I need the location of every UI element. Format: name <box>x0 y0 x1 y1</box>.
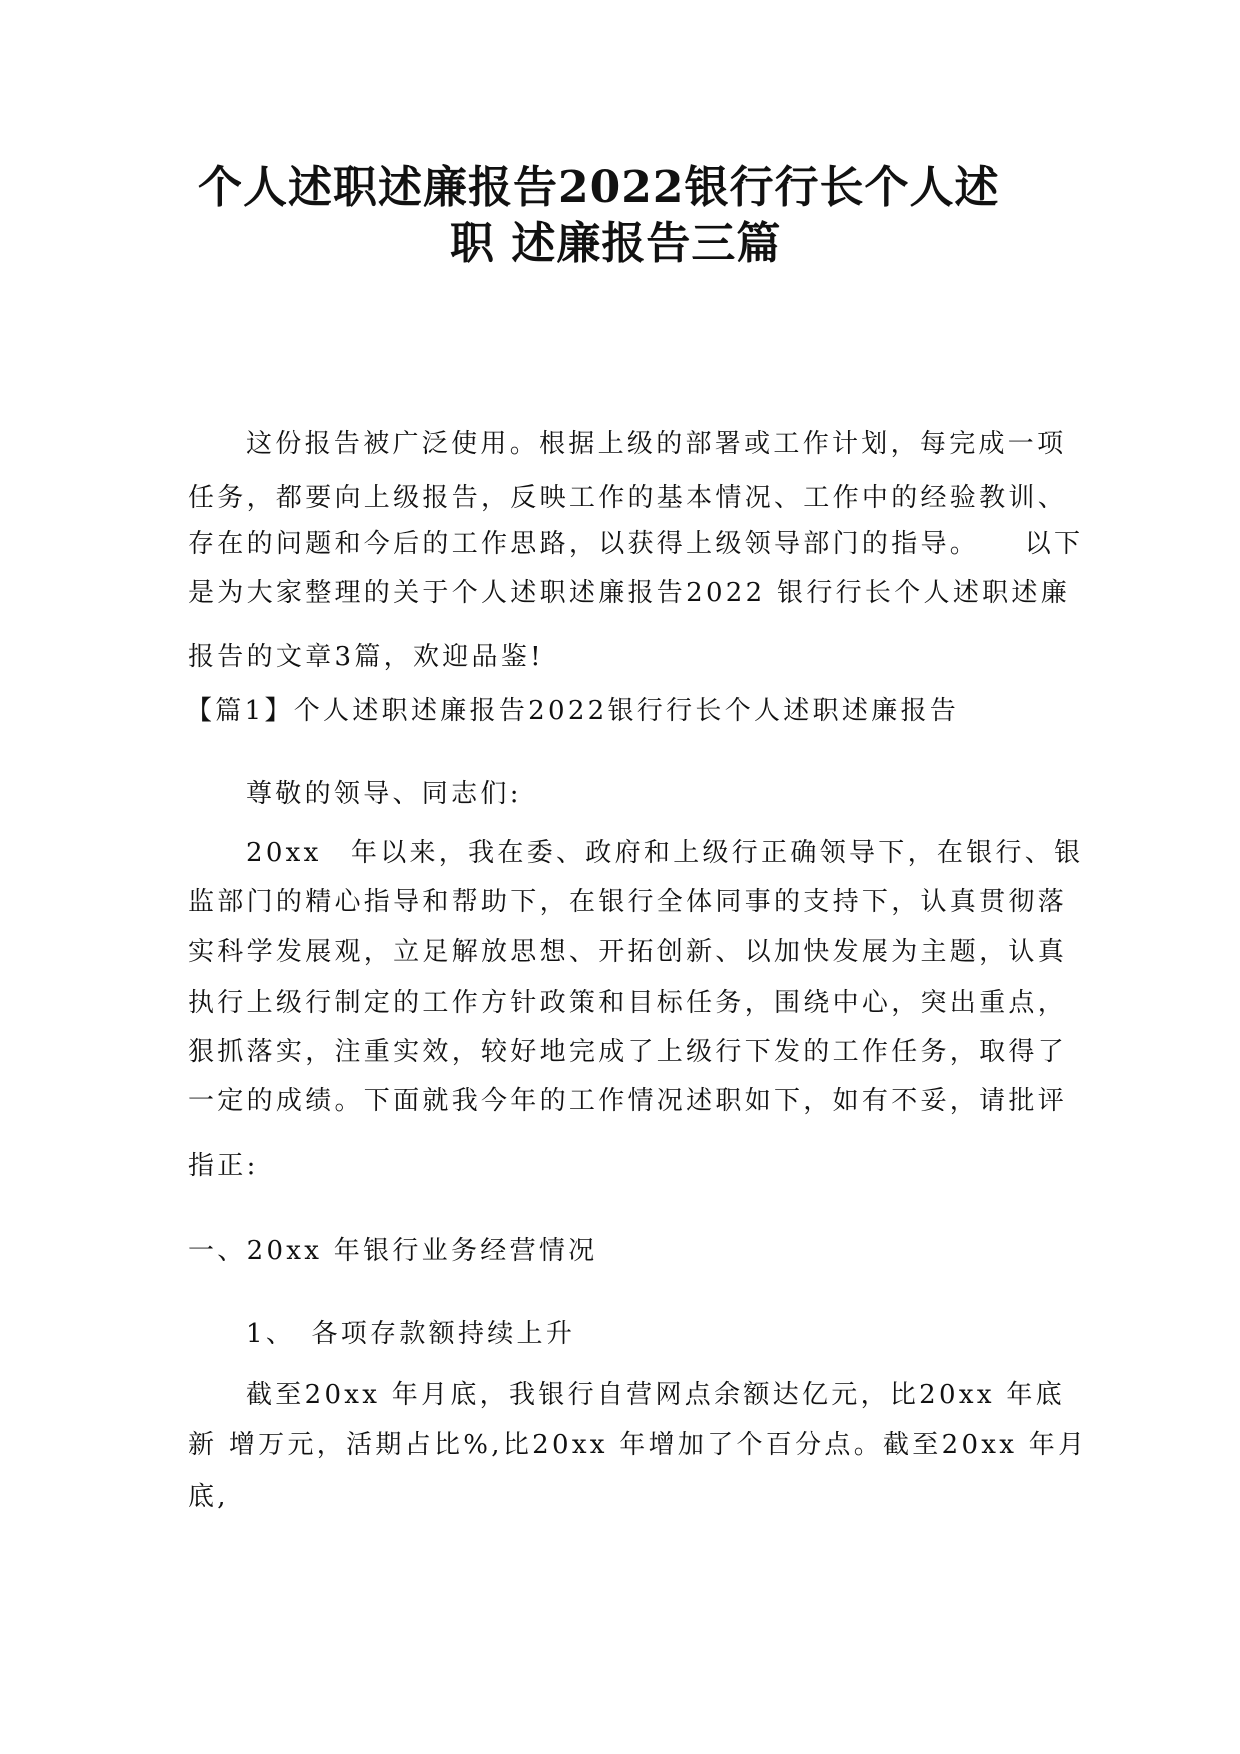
salutation: 尊敬的领导、同志们: <box>246 779 522 809</box>
para1-line: 狠抓落实，注重实效，较好地完成了上级行下发的工作任务，取得了 <box>188 1037 1068 1067</box>
para2-line: 新 增万元，活期占比%,比20xx 年增加了个百分点。截至20xx 年月 <box>188 1430 1088 1460</box>
subsection-heading: 1、 各项存款额持续上升 <box>246 1319 576 1349</box>
intro-line: 这份报告被广泛使用。根据上级的部署或工作计划，每完成一项 <box>246 429 1067 459</box>
para2-line: 底, <box>188 1482 229 1512</box>
para1-line: 执行上级行制定的工作方针政策和目标任务，围绕中心，突出重点， <box>188 988 1068 1018</box>
para1-line: 20xx 年以来，我在委、政府和上级行正确领导下，在银行、银 <box>246 838 1084 868</box>
section-heading: 一、20xx 年银行业务经营情况 <box>188 1236 598 1266</box>
para1-line: 实科学发展观，立足解放思想、开拓创新、以加快发展为主题，认真 <box>188 937 1068 967</box>
para2-line: 截至20xx 年月底，我银行自营网点余额达亿元，比20xx 年底 <box>246 1380 1065 1410</box>
intro-line: 是为大家整理的关于个人述职述廉报告2022 银行行长个人述职述廉 <box>188 578 1071 608</box>
para1-line: 一定的成绩。下面就我今年的工作情况述职如下，如有不妥，请批评 <box>188 1086 1068 1116</box>
intro-line: 报告的文章3篇，欢迎品鉴! <box>188 642 544 672</box>
document-title-line-1: 个人述职述廉报告2022银行行长个人述 <box>198 162 1000 213</box>
para1-line: 指正: <box>188 1151 259 1181</box>
intro-line: 存在的问题和今后的工作思路，以获得上级领导部门的指导。 以下 <box>188 529 1084 559</box>
document-title-line-2: 职 述廉报告三篇 <box>450 218 782 269</box>
intro-line: 任务，都要向上级报告，反映工作的基本情况、工作中的经验教训、 <box>188 483 1068 513</box>
part1-heading: 【篇1】个人述职述廉报告2022银行行长个人述职述廉报告 <box>186 696 960 726</box>
para1-line: 监部门的精心指导和帮助下，在银行全体同事的支持下，认真贯彻落 <box>188 887 1068 917</box>
